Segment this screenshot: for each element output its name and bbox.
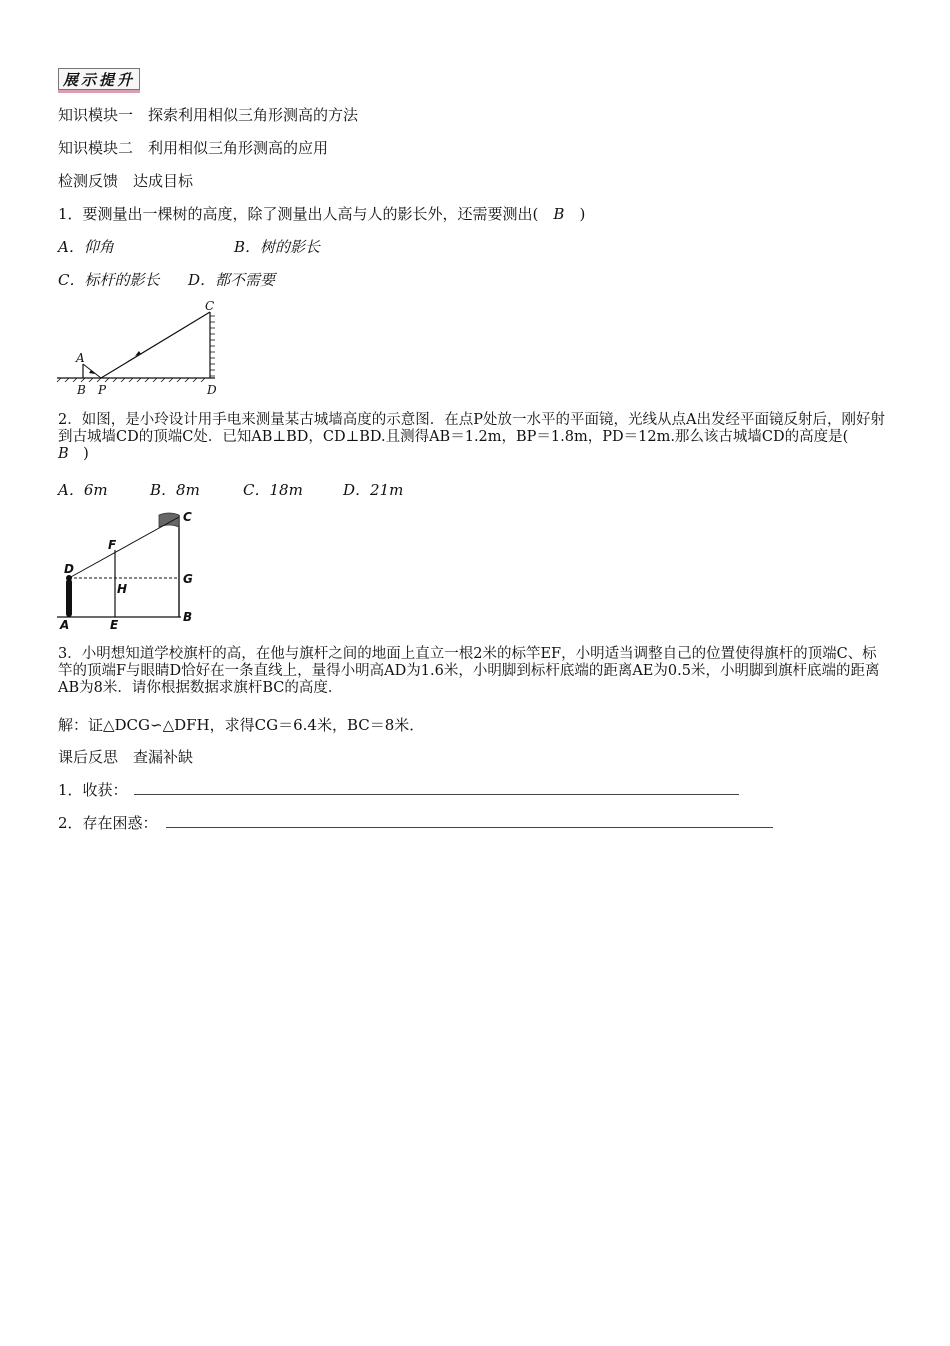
reflection-heading: 课后反思 查漏补缺 xyxy=(58,748,194,766)
section-badge xyxy=(58,68,140,93)
fig1-label-d: D xyxy=(207,383,217,397)
module-1-heading: 知识模块一 探索利用相似三角形测高的方法 xyxy=(58,106,359,124)
fig2-label-g: G xyxy=(183,572,193,586)
question-2-option-d: D．21m xyxy=(343,481,404,499)
person-silhouette xyxy=(66,579,72,617)
question-2 xyxy=(58,412,888,463)
fig2-label-a: A xyxy=(60,618,70,632)
feedback-heading: 检测反馈 达成目标 xyxy=(58,172,194,190)
fig2-label-e: E xyxy=(110,618,119,632)
question-1-answer: B xyxy=(553,205,565,223)
question-1-option-a: A．仰角 xyxy=(58,238,114,256)
mirror-reflection-figure xyxy=(55,298,235,398)
question-2-option-c: C．18m xyxy=(243,481,303,499)
fig2-label-d: D xyxy=(64,562,74,576)
confusion-label: 2．存在困惑： xyxy=(58,814,158,832)
harvest-answer-line[interactable] xyxy=(134,794,739,795)
fig2-label-f: F xyxy=(108,538,117,552)
fig2-label-h: H xyxy=(117,582,128,596)
harvest-label: 1．收获： xyxy=(58,781,128,799)
fig1-label-p: P xyxy=(98,383,107,397)
question-1-option-c: C．标杆的影长 xyxy=(58,271,160,289)
section-badge-text: 展示提升 xyxy=(58,68,140,90)
question-2-text: 2．如图，是小玲设计用手电来测量某古城墙高度的示意图．在点P处放一水平的平面镜，光线从点A出发经平面镜反射后，刚好射到古城墙CD的顶端C处．已知AB⊥BD，CD⊥BD.且测得AB＝1.2m，BP＝1.8m，PD＝12m.那么该古城墙CD的高度是( xyxy=(58,412,885,445)
question-1-close: ) xyxy=(564,205,586,223)
fig2-label-b: B xyxy=(183,610,193,624)
confusion-answer-line[interactable] xyxy=(166,827,773,828)
question-2-close: ) xyxy=(68,446,89,462)
question-1-option-b: B．树的影长 xyxy=(234,238,321,256)
question-2-answer: B xyxy=(58,446,69,462)
question-3-solution: 解：证△DCG∽△DFH，求得CG＝6.4米，BC＝8米． xyxy=(58,716,425,734)
fig1-label-b: B xyxy=(77,383,86,397)
question-1-text: 1．要测量出一棵树的高度，除了测量出人高与人的影长外，还需要测出( xyxy=(58,205,554,223)
question-1-option-d: D．都不需要 xyxy=(188,271,276,289)
flagpole-figure xyxy=(55,505,215,633)
question-2-option-a: A．6m xyxy=(58,481,108,499)
module-2-heading: 知识模块二 利用相似三角形测高的应用 xyxy=(58,139,329,157)
question-3-text: 3．小明想知道学校旗杆的高，在他与旗杆之间的地面上直立一根2米的标竿EF，小明适当调整自己的位置使得旗杆的顶端C、标竿的顶端F与眼睛D恰好在一条直线上，量得小明高AD为1.6米，小明脚到标杆底端的距离AE为0.5米，小明脚到旗杆底端的距离AB为8米．请你根据数据求旗杆BC的高度． xyxy=(58,646,880,696)
fig2-label-c: C xyxy=(183,510,192,524)
fig1-label-c: C xyxy=(205,299,215,313)
question-2-option-b: B．8m xyxy=(150,481,200,499)
question-1 xyxy=(58,203,585,224)
fig1-label-a: A xyxy=(76,351,85,365)
